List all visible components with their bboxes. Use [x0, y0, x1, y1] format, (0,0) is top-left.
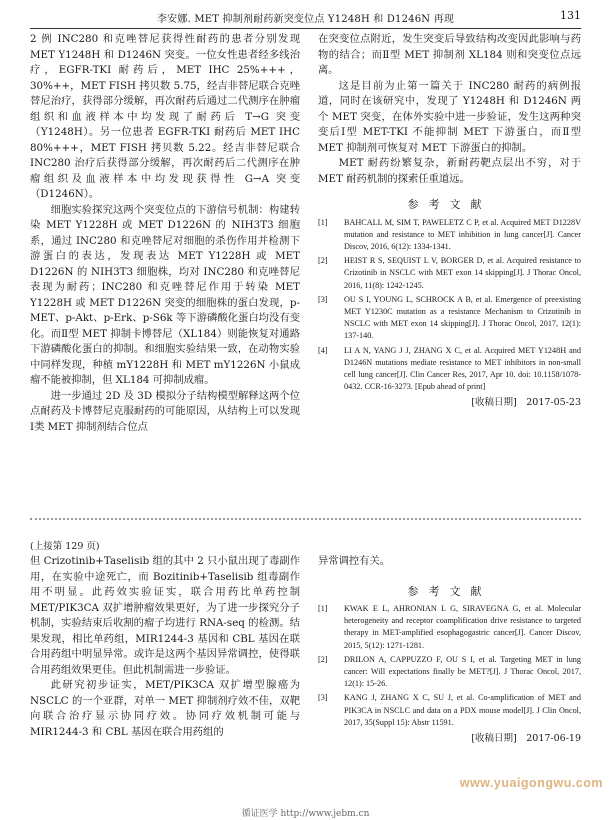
reference-item — [318, 217, 581, 254]
received-date: [收稿日期] 2017-05-23 — [471, 397, 581, 409]
running-title: 李安娜. MET 抑制剂耐药新突变位点 Y1248H 和 D1246N 再现 — [156, 14, 455, 25]
reference-item — [318, 603, 581, 652]
reference-item — [318, 294, 581, 343]
body-paragraph: 进一步通过 2D 及 3D 模拟分子结构模型解释这两个位点耐药及卡博替尼克服耐药的可能原因，从结构上可以发现Ⅰ类 MET 抑制剂结合位点 — [30, 389, 300, 433]
reference-item — [318, 692, 581, 729]
reference-item — [318, 345, 581, 394]
reference-text: DRILON A, CAPPUZZO F, OU S I, et al. Targeting MET in lung cancer: Will expectations finally be MET?[J]. J Thorac Oncol, 2017, 12(1): 15-26. — [344, 654, 581, 689]
body-paragraph: 这是目前为止第一篇关于 INC280 耐药的病例报道，同时在该研究中，发现了 Y1248H 和 D1246N 两个 MET 突变，在体外实验中进一步验证，发生这两种突变后Ⅰ型 MET-TKI 不能抑制 MET 下游蛋白，而Ⅱ型 MET 抑制剂可恢复对 MET 下游蛋白的抑制。 — [318, 79, 581, 154]
reference-item — [318, 255, 581, 292]
reference-text: HEIST R S, SEQUIST L V, BORGER D, et al. Acquired resistance to Crizotinib in NSCLC with MET exon 14 skipping[J]. J Thorac Oncol, 2016, 11(8): 1242-1245. — [344, 256, 581, 290]
reference-number: [3] — [318, 294, 328, 304]
bottom-right-column — [318, 554, 581, 747]
reference-item — [318, 654, 581, 691]
reference-number: [1] — [318, 604, 328, 613]
page-number: 131 — [560, 9, 581, 22]
body-paragraph: 在突变位点附近，发生突变后导致结构改变因此影响与药物的结合；而Ⅱ型 MET 抑制剂 XL184 则和突变位点远离。 — [318, 33, 581, 76]
page-footer: 循证医学 http://www.jebm.cn — [241, 809, 370, 819]
reference-text: KWAK E L, AHRONIAN L G, SIRAVEGNA G, et al. Molecular heterogeneity and receptor coamplification drive resistance to targeted therapy in MET-amplified esophagogastric cancer[J]. Cancer Discov, 2015, 5(12): 1271-1281. — [344, 604, 581, 650]
received-date: [收稿日期] 2017-06-19 — [471, 733, 581, 745]
body-paragraph: 2 例 INC280 和克唑替尼获得性耐药的患者分别发现 MET Y1248H 和 D1246N 突变。一位女性患者经多线治疗，EGFR-TKI 耐药后，MET IHC 25%+++，30%++，MET FISH 拷贝数 5.75，经吉非替尼联合克唑替尼治疗，获得部分缓解，再次耐药后通过二代测序在肿瘤组织和血液样本中均发现了耐药后 T→G 突变（Y1248H）。另一位患者 EGFR-TKI 耐药后 MET IHC 80%+++，MET FISH 拷贝数 5.22。经吉非替尼联合 INC280 治疗后获得部分缓解，再次耐药后二代测序在肿瘤组织及血液样本中均发现获得性 G→A 突变（D1246N）。 — [30, 33, 300, 200]
reference-number: [4] — [318, 345, 328, 355]
reference-text: LI A N, YANG J J, ZHANG X C, et al. Acquired MET Y1248H and D1246N mutations mediate resistance to MET inhibitors in non-small cell lung cancer[J]. Clin Cancer Res, 2017, Apr 10. doi: 10.1158/1078-0432. CCR-16-3273. [Epub ahead of print] — [344, 345, 581, 392]
top-right-column — [318, 32, 581, 411]
continued-note: (上接第 129 页) — [30, 541, 100, 552]
bottom-left-column — [30, 554, 300, 740]
article-divider — [30, 518, 581, 520]
running-header — [30, 8, 581, 29]
reference-text: BAHCALL M, SIM T, PAWELETZ C P, et al. Acquired MET D1228V mutation and resistance to MET inhibition in lung cancer[J]. Cancer Discov, 2016, 6(12): 1334-1341. — [344, 217, 581, 251]
reference-text: KANG J, ZHANG X C, SU J, et al. Co-amplification of MET and PIK3CA in NSCLC and data on a PDX mouse model[J]. J Clin Oncol, 2017, 35(Suppl 15): Abstr 11591. — [344, 693, 581, 727]
reference-number: [2] — [318, 654, 328, 664]
references-heading: 参考文献 — [407, 584, 492, 598]
body-paragraph: 但 Crizotinib+Taselisib 组的其中 2 只小鼠出现了毒副作用，在实验中途死亡，而 Bozitinib+Taselisib 组毒副作用不明显。此药效实验证实，联合用药比单药控制 MET/PIK3CA 双扩增肿瘤效果更好，为了进一步探究分子机制，实验结束后收割的瘤子均进行 RNA-seq 的检测。结果发现，相比单药组，MIR1244-3 基因和 CBL 基因在联合用药组中明显异常。或许是这两个基因异常调控，使得联合用药组效果更佳。但此机制需进一步验证。 — [30, 555, 300, 676]
reference-number: [1] — [318, 217, 328, 227]
reference-number: [2] — [318, 256, 328, 266]
body-paragraph: 细胞实验探究这两个突变位点的下游信号机制：构建转染 MET Y1228H 或 MET D1226N 的 NIH3T3 细胞系，通过 INC280 和克唑替尼对细胞的杀伤作用并检测下游蛋白的表达，发现表达 MET Y1228H 或 MET D1226N 的 NIH3T3 细胞株，均对 INC280 和克唑替尼表现为耐药；INC280 和克唑替尼作用于转染 MET Y1228H 或 MET D1226N 突变的细胞株的蛋白发现，p-MET、p-Akt、p-Erk、p-S6k 等下游磷酸化蛋白均没有变化。而Ⅱ型 MET 抑制卡博替尼（XL184）则能恢复对通路下游磷酸化蛋白的抑制。和细胞实验结果一致，在动物实验中同样发现，种植 mY1228H 和 MET mY1226N 小鼠成瘤不能被抑制，但 XL184 可抑制成瘤。 — [30, 203, 300, 386]
site-watermark: www.yuaigongwu.com — [459, 776, 603, 790]
top-left-column — [30, 32, 300, 435]
body-paragraph: MET 耐药纷繁复杂，新耐药靶点层出不穷，对于 MET 耐药机制的探索任重道远。 — [318, 157, 581, 185]
references-heading: 参考文献 — [407, 198, 492, 211]
reference-text: OU S I, YOUNG L, SCHROCK A B, et al. Emergence of preexisting MET Y1230C mutation as a resistance Mechanism to Crizotinib in NSCLC with MET exon 14 skipping[J]. J Thorac Oncol, 2017, 12(1): 137-140. — [344, 294, 581, 341]
body-paragraph: 异常调控有关。 — [318, 555, 391, 567]
reference-number: [3] — [318, 693, 328, 703]
body-paragraph: 此研究初步证实，MET/PIK3CA 双扩增型腺癌为 NSCLC 的一个亚群，对单一 MET 抑制剂疗效不佳，双靶向联合治疗显示协同疗效。协同疗效机制可能与 MIR1244-3 和 CBL 基因在联合用药组的 — [30, 679, 300, 738]
